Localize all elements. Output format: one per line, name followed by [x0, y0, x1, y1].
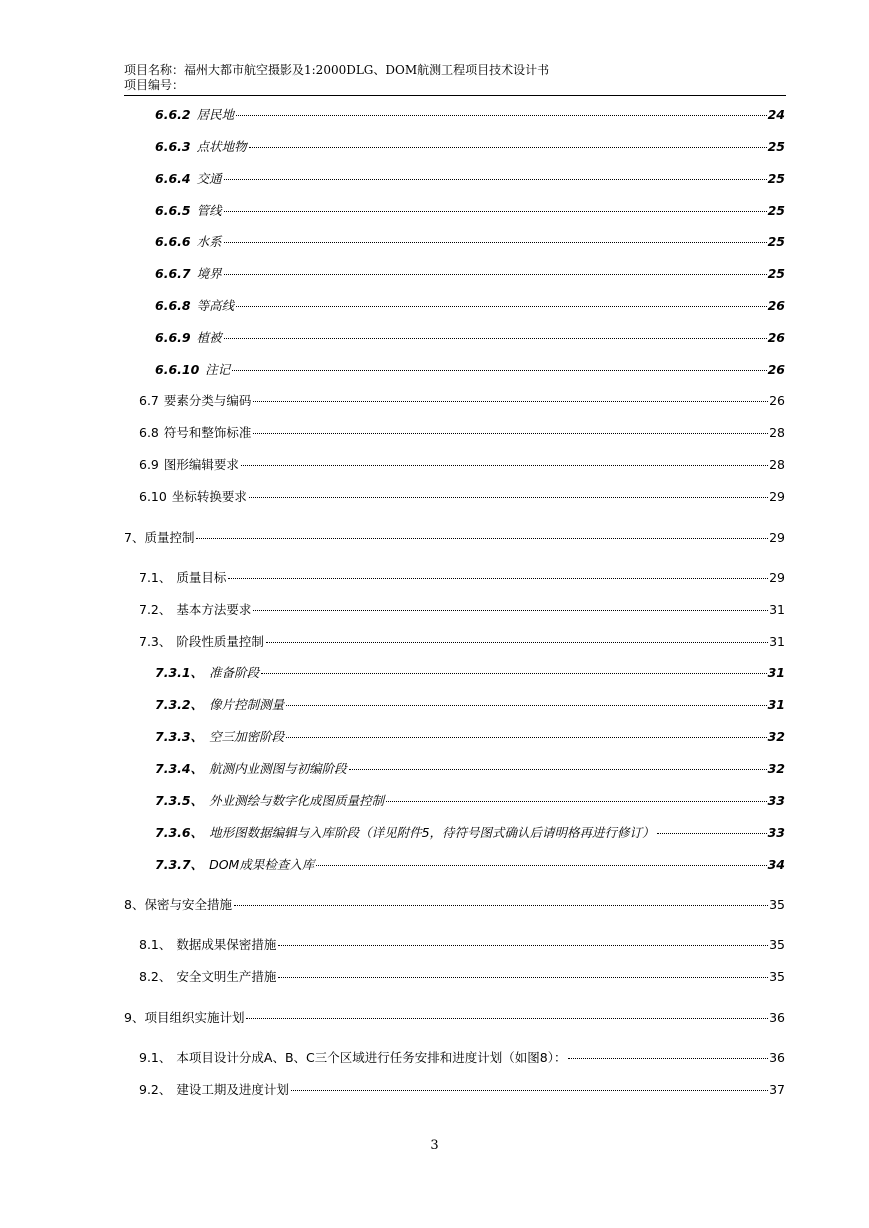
toc-entry-title: 质量目标: [176, 570, 227, 585]
toc-entry-title: 地形图数据编辑与入库阶段（详见附件5，待符号图式确认后请明格再进行修订）: [209, 825, 655, 840]
toc-entry[interactable]: [155, 171, 785, 187]
toc-entry-number: 6.6.6: [155, 234, 191, 249]
page-number: 3: [430, 1138, 439, 1153]
toc-entry-title: 注记: [205, 362, 231, 377]
toc-entry-number: 6.6.9: [155, 330, 191, 345]
toc-entry-page: 35: [769, 969, 785, 984]
toc-dot-leader: [253, 401, 768, 402]
toc-dot-leader: [278, 945, 768, 946]
toc-entry-title: 图形编辑要求: [163, 457, 239, 472]
toc-entry-page: 32: [767, 761, 785, 776]
toc-dot-leader: [291, 1090, 768, 1091]
toc-dot-leader: [349, 769, 767, 770]
toc-entry-page: 31: [769, 634, 785, 649]
toc-entry-number: 9、: [124, 1010, 145, 1025]
toc-entry-page: 29: [769, 530, 785, 545]
toc-entry-page: 25: [767, 203, 785, 218]
toc-dot-leader: [224, 242, 767, 243]
toc-dot-leader: [286, 705, 766, 706]
toc-entry-page: 24: [767, 107, 785, 122]
toc-dot-leader: [386, 801, 766, 802]
toc-entry-number: 7.3.5、: [155, 793, 204, 808]
toc-entry-page: 25: [767, 234, 785, 249]
toc-entry[interactable]: [155, 793, 785, 809]
project-number: 项目编号：: [124, 78, 185, 92]
toc-entry-page: 36: [769, 1050, 785, 1065]
toc-entry-title: 质量控制: [144, 530, 195, 545]
toc-dot-leader: [278, 977, 768, 978]
toc-entry[interactable]: [155, 665, 785, 681]
toc-entry[interactable]: [124, 1010, 785, 1026]
toc-entry-page: 33: [767, 793, 785, 808]
toc-entry-title: 阶段性质量控制: [176, 634, 264, 649]
toc-entry-number: 6.6.7: [155, 266, 191, 281]
toc-entry-number: 7.3.6、: [155, 825, 204, 840]
toc-entry-page: 28: [769, 457, 785, 472]
toc-entry-number: 7.2、: [139, 602, 172, 617]
toc-entry-title: 空三加密阶段: [209, 729, 285, 744]
toc-entry-number: 7.3.7、: [155, 857, 204, 872]
toc-dot-leader: [249, 147, 767, 148]
toc-entry[interactable]: [139, 969, 785, 985]
toc-entry[interactable]: [139, 937, 785, 953]
toc-entry-number: 7.3.4、: [155, 761, 204, 776]
toc-entry-number: 7.3.3、: [155, 729, 204, 744]
toc-entry[interactable]: [124, 897, 785, 913]
toc-entry[interactable]: [155, 729, 785, 745]
toc-entry-page: 37: [769, 1082, 785, 1097]
toc-entry-number: 7.3、: [139, 634, 172, 649]
toc-entry-title: 符号和整饰标准: [163, 425, 252, 440]
toc-dot-leader: [224, 274, 767, 275]
toc-dot-leader: [224, 179, 767, 180]
toc-entry-title: DOM成果检查入库: [209, 857, 315, 872]
toc-entry-number: 6.7: [139, 393, 159, 408]
toc-entry-title: 植被: [196, 330, 222, 345]
toc-entry-title: 居民地: [196, 107, 235, 122]
toc-dot-leader: [224, 338, 767, 339]
toc-entry-page: 25: [767, 266, 785, 281]
toc-entry-page: 29: [769, 570, 785, 585]
toc-entry[interactable]: [139, 1082, 785, 1098]
toc-entry[interactable]: [155, 234, 785, 250]
toc-entry-page: 33: [767, 825, 785, 840]
toc-entry-title: 管线: [196, 203, 222, 218]
toc-entry[interactable]: [155, 203, 785, 219]
toc-entry-title: 保密与安全措施: [144, 897, 232, 912]
toc-entry-number: 9.2、: [139, 1082, 172, 1097]
toc-entry-number: 6.6.5: [155, 203, 191, 218]
toc-dot-leader: [236, 115, 766, 116]
toc-entry-title: 数据成果保密措施: [176, 937, 277, 952]
toc-dot-leader: [568, 1058, 768, 1059]
toc-entry-page: 31: [769, 602, 785, 617]
toc-entry-title: 航测内业测图与初编阶段: [209, 761, 347, 776]
toc-entry[interactable]: [139, 457, 785, 473]
toc-entry-number: 8、: [124, 897, 145, 912]
toc-dot-leader: [246, 1018, 768, 1019]
toc-entry-number: 6.10: [139, 489, 167, 504]
toc-entry[interactable]: [155, 825, 785, 841]
toc-entry-page: 32: [767, 729, 785, 744]
toc-entry[interactable]: [139, 425, 785, 441]
toc-entry-page: 35: [769, 897, 785, 912]
toc-entry-number: 6.6.8: [155, 298, 191, 313]
toc-entry-page: 31: [767, 665, 785, 680]
toc-dot-leader: [286, 737, 766, 738]
toc-entry-title: 境界: [196, 266, 222, 281]
toc-entry[interactable]: [139, 393, 785, 409]
toc-entry-page: 35: [769, 937, 785, 952]
toc-entry[interactable]: [139, 602, 785, 618]
toc-entry-page: 26: [767, 362, 785, 377]
toc-dot-leader: [228, 578, 768, 579]
toc-entry-page: 26: [767, 298, 785, 313]
toc-entry[interactable]: [155, 857, 785, 873]
toc-entry-number: 7.3.1、: [155, 665, 204, 680]
toc-dot-leader: [657, 833, 767, 834]
toc-entry[interactable]: [155, 362, 785, 378]
toc-entry[interactable]: [139, 570, 785, 586]
toc-entry-number: 7.1、: [139, 570, 172, 585]
toc-entry[interactable]: [155, 697, 785, 713]
toc-entry-number: 6.9: [139, 457, 159, 472]
toc-entry-page: 26: [769, 393, 785, 408]
toc-entry-page: 26: [767, 330, 785, 345]
toc-dot-leader: [261, 673, 766, 674]
toc-entry-number: 7、: [124, 530, 145, 545]
toc-dot-leader: [232, 370, 766, 371]
toc-entry-page: 25: [767, 139, 785, 154]
toc-dot-leader: [253, 610, 768, 611]
toc-dot-leader: [266, 642, 768, 643]
toc-entry-number: 6.8: [139, 425, 159, 440]
project-name: 项目名称：福州大都市航空摄影及1:2000DLG、DOM航测工程项目技术设计书: [124, 63, 550, 77]
toc-dot-leader: [224, 211, 767, 212]
toc-dot-leader: [249, 497, 768, 498]
toc-entry-page: 36: [769, 1010, 785, 1025]
toc-entry-title: 项目组织实施计划: [144, 1010, 245, 1025]
toc-entry-title: 交通: [196, 171, 222, 186]
toc-entry-title: 安全文明生产措施: [176, 969, 277, 984]
toc-entry[interactable]: [139, 1050, 785, 1066]
toc-entry-number: 8.2、: [139, 969, 172, 984]
toc-entry-page: 31: [767, 697, 785, 712]
toc-entry[interactable]: [155, 107, 785, 123]
toc-entry-title: 像片控制测量: [209, 697, 285, 712]
toc-dot-leader: [234, 905, 768, 906]
toc-entry[interactable]: [155, 298, 785, 314]
toc-entry-page: 25: [767, 171, 785, 186]
toc-entry[interactable]: [139, 634, 785, 650]
toc-dot-leader: [196, 538, 768, 539]
toc-entry-number: 6.6.2: [155, 107, 191, 122]
toc-entry-title: 坐标转换要求: [171, 489, 247, 504]
toc-entry-page: 28: [769, 425, 785, 440]
toc-entry-number: 6.6.3: [155, 139, 191, 154]
toc-entry[interactable]: [124, 530, 785, 546]
toc-entry-number: 6.6.10: [155, 362, 200, 377]
toc-dot-leader: [316, 865, 766, 866]
toc-entry-title: 本项目设计分成A、B、C三个区域进行任务安排和进度计划（如图8）：: [176, 1050, 567, 1065]
toc-entry[interactable]: [139, 489, 785, 505]
toc-entry-number: 6.6.4: [155, 171, 191, 186]
toc-entry-number: 9.1、: [139, 1050, 172, 1065]
toc-entry-title: 外业测绘与数字化成图质量控制: [209, 793, 385, 808]
toc-dot-leader: [241, 465, 768, 466]
toc-entry-page: 29: [769, 489, 785, 504]
toc-entry-title: 水系: [196, 234, 222, 249]
toc-entry[interactable]: [155, 761, 785, 777]
toc-dot-leader: [253, 433, 768, 434]
toc-entry[interactable]: [155, 330, 785, 346]
toc-entry-title: 基本方法要求: [176, 602, 252, 617]
toc-entry-title: 等高线: [196, 298, 235, 313]
toc-entry-number: 8.1、: [139, 937, 172, 952]
toc-entry[interactable]: [155, 139, 785, 155]
toc-entry-title: 建设工期及进度计划: [176, 1082, 289, 1097]
toc-entry-page: 34: [767, 857, 785, 872]
toc-entry-title: 点状地物: [196, 139, 247, 154]
toc-entry-title: 准备阶段: [209, 665, 260, 680]
toc-entry-title: 要素分类与编码: [163, 393, 252, 408]
toc-entry[interactable]: [155, 266, 785, 282]
toc-dot-leader: [236, 306, 766, 307]
toc-entry-number: 7.3.2、: [155, 697, 204, 712]
